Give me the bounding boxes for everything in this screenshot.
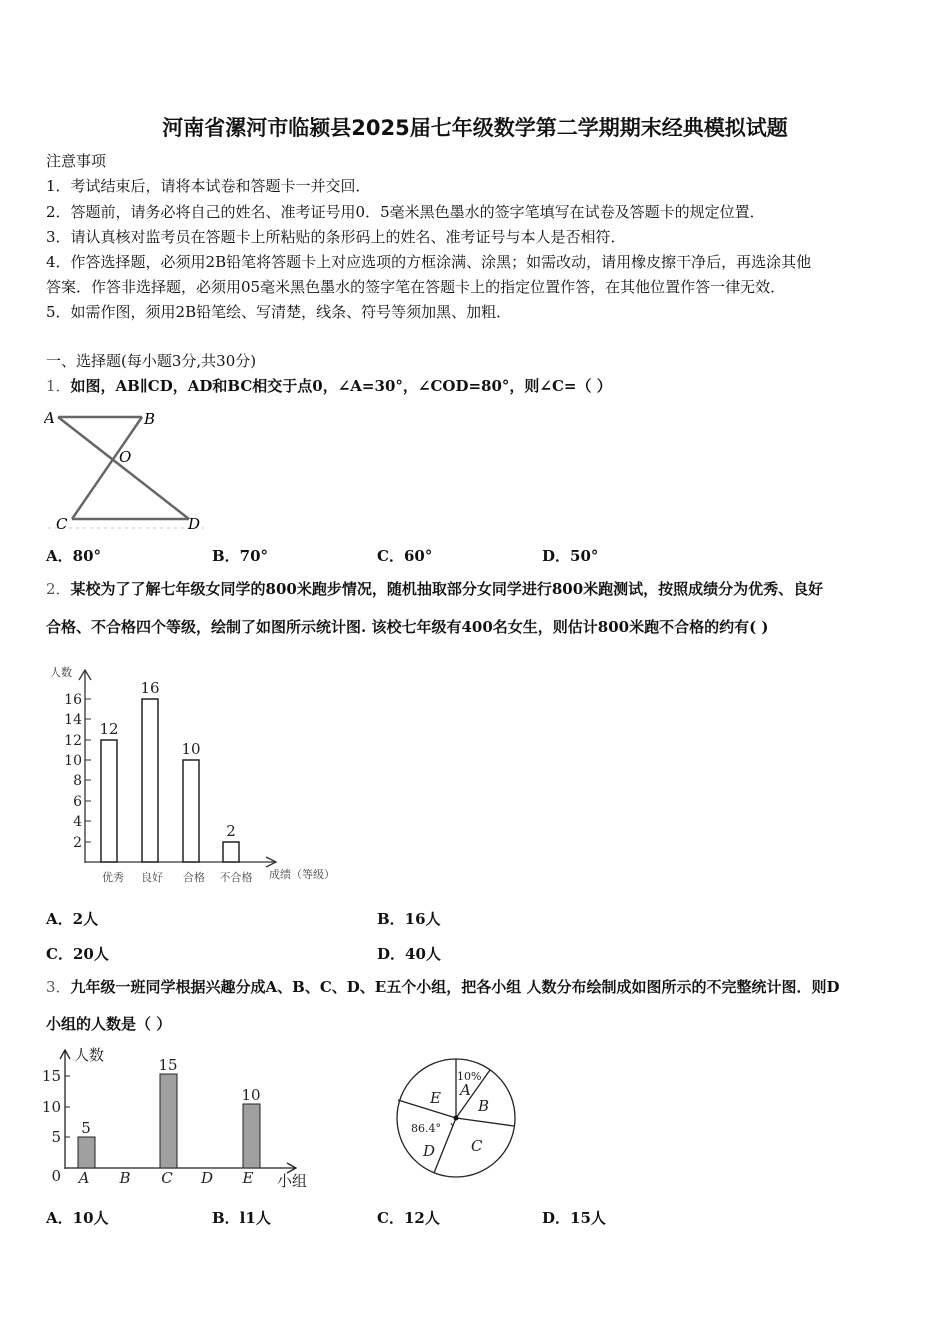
divider-bc [456, 1118, 514, 1126]
bar-pass [183, 760, 199, 862]
y-tick: 4 [73, 814, 82, 830]
data-label: 10 [241, 1086, 261, 1104]
page-title: 河南省漯河市临颍县2025届七年级数学第二学期期末经典模拟试题 [162, 116, 788, 140]
data-label: 10 [181, 740, 201, 758]
slice-label-a: A [460, 1081, 471, 1099]
option-b[interactable]: B．70° [212, 547, 269, 565]
segment-ad [58, 417, 189, 519]
option-b[interactable]: B．16人 [377, 910, 441, 928]
question-number: 2． [46, 580, 71, 598]
question-text: 某校为了了解七年级女同学的800米跑步情况，随机抽取部分女同学进行800米跑测试，按照成绩分为优秀、良好 [70, 580, 824, 598]
slice-label-c: C [471, 1137, 483, 1155]
point-label-o: O [119, 448, 132, 466]
bar-e [243, 1104, 260, 1168]
bar-fail [223, 842, 239, 862]
data-label: 15 [158, 1056, 178, 1074]
question-2-stem-cont: 合格、不合格四个等级，绘制了如图所示统计图. 该校七年级有400名女生，则估计800米跑不合格的约有( ) [46, 618, 769, 636]
divider-de [398, 1100, 456, 1118]
x-tick: A [78, 1169, 90, 1187]
data-label: 5 [81, 1119, 91, 1137]
question-3-stem [46, 977, 839, 997]
option-c[interactable]: C．60° [377, 547, 433, 565]
question-text: 如图，AB∥CD，AD和BC相交于点0，∠A=30°，∠COD=80°，则∠C=（ ） [70, 377, 612, 395]
notice-item: 答案．作答非选择题，必须用05毫米黑色墨水的签字笔在答题卡上的指定位置作答，在其他位置作答一律无效． [46, 278, 786, 296]
x-tick: 合格 [183, 871, 205, 884]
question-2-stem [46, 579, 823, 599]
question-number: 1． [46, 377, 71, 395]
slice-label-e: E [430, 1089, 441, 1107]
figure-parallel-lines [44, 404, 214, 534]
x-tick: 良好 [141, 871, 163, 884]
question-3-stem-cont: 小组的人数是（ ） [46, 1015, 172, 1033]
y-tick: 15 [41, 1067, 61, 1085]
y-tick: 6 [73, 794, 82, 810]
option-a[interactable]: A．10人 [46, 1209, 109, 1227]
point-label-c: C [56, 515, 68, 533]
data-label: 12 [99, 720, 119, 738]
point-label-b: B [144, 410, 156, 428]
option-d[interactable]: D．50° [542, 547, 599, 565]
pie-chart-groups [390, 1053, 522, 1183]
notice-item: 4．作答选择题，必须用2B铅笔将答题卡上对应选项的方框涂满、涂黑；如需改动，请用橡皮擦干净后，再选涂其他 [46, 253, 812, 271]
notice-item: 5．如需作图，须用2B铅笔绘、写清楚，线条、符号等须加黑、加粗． [46, 303, 512, 321]
x-tick: 不合格 [219, 871, 253, 884]
slice-label-b: B [478, 1097, 490, 1115]
x-tick: 优秀 [102, 871, 124, 884]
option-a[interactable]: A．80° [46, 547, 102, 565]
point-label-d: D [188, 515, 201, 533]
option-c[interactable]: C．20人 [46, 945, 109, 963]
y-tick: 10 [41, 1098, 61, 1116]
option-a[interactable]: A．2人 [46, 910, 99, 928]
notice-item: 2．答题前，请务必将自己的姓名、准考证号用0．5毫米黑色墨水的签字笔填写在试卷及答题卡的规定位置． [46, 203, 765, 221]
point-label-a: A [44, 409, 55, 427]
option-c[interactable]: C．12人 [377, 1209, 440, 1227]
x-tick: D [200, 1169, 214, 1187]
y-axis-label: 人数 [50, 666, 72, 679]
bar-chart-groups [40, 1042, 330, 1192]
option-b[interactable]: B．l1人 [212, 1209, 271, 1227]
y-axis-label: 人数 [74, 1046, 105, 1064]
y-tick: 2 [73, 835, 82, 851]
y-tick: 10 [64, 753, 82, 769]
bar-c [160, 1074, 177, 1168]
data-label: 2 [226, 822, 236, 840]
question-text: 九年级一班同学根据兴趣分成A、B、C、D、E五个小组，把各小组 人数分布绘制成如图所示的不完整统计图．则D [70, 978, 840, 996]
y-tick: 16 [64, 692, 82, 708]
question-1-stem [46, 376, 612, 396]
y-tick: 0 [51, 1167, 61, 1185]
bar-excellent [101, 740, 117, 862]
segment-bc [72, 417, 142, 519]
slice-label-d: D [423, 1142, 436, 1160]
notice-item: 3．请认真核对监考员在答题卡上所粘贴的条形码上的姓名、准考证号与本人是否相符． [46, 228, 626, 246]
option-d[interactable]: D．40人 [377, 945, 441, 963]
bar-a [78, 1137, 95, 1168]
x-tick: E [242, 1169, 254, 1187]
slice-annotation-a: 10% [457, 1070, 482, 1083]
x-tick: C [161, 1169, 173, 1187]
y-tick: 8 [73, 773, 82, 789]
notice-item: 1．考试结束后，请将本试卷和答题卡一并交回． [46, 177, 371, 195]
y-tick: 12 [64, 733, 82, 749]
data-label: 16 [140, 679, 160, 697]
y-tick: 5 [51, 1128, 61, 1146]
notice-heading: 注意事项 [46, 152, 107, 170]
section-heading: 一、选择题(每小题3分,共30分) [46, 352, 257, 370]
slice-annotation-d: 86.4° [411, 1122, 441, 1135]
x-axis-label: 小组 [277, 1172, 308, 1190]
x-axis-label: 成绩（等级） [269, 868, 335, 881]
y-tick: 14 [64, 712, 82, 728]
x-tick: B [119, 1169, 131, 1187]
bar-chart-800m [40, 658, 360, 893]
option-d[interactable]: D．15人 [542, 1209, 606, 1227]
bar-good [142, 699, 158, 862]
question-number: 3． [46, 978, 71, 996]
